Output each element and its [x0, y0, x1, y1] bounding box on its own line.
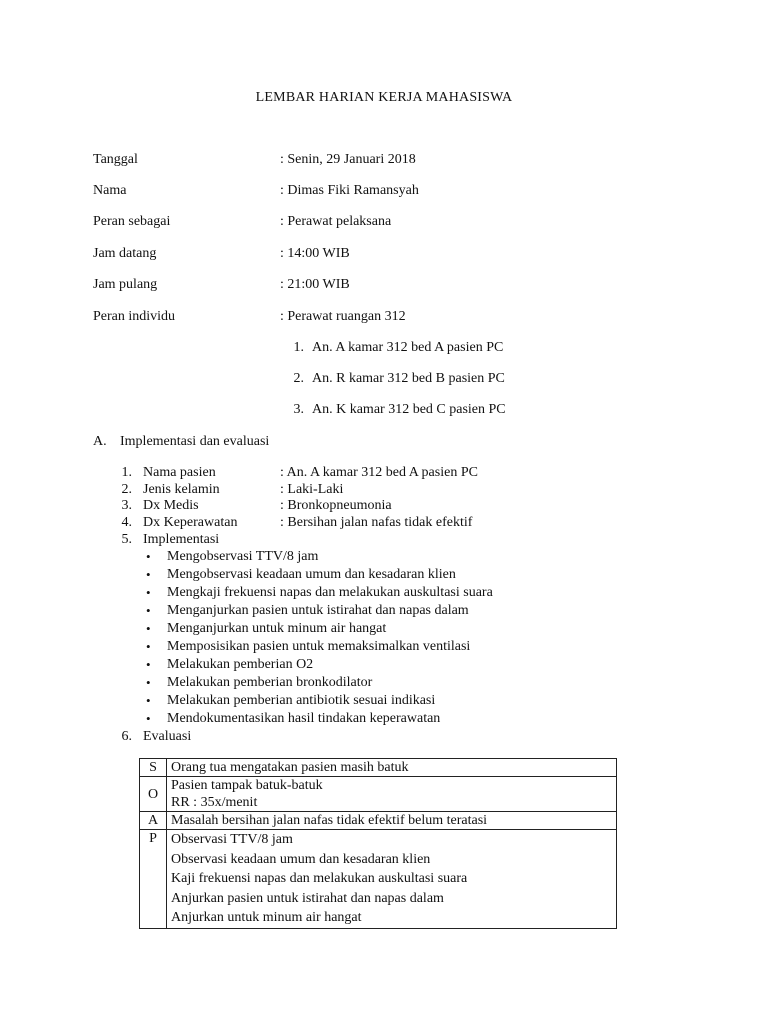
- implementasi-item: Melakukan pemberian bronkodilator: [167, 675, 373, 690]
- patient-item: An. A kamar 312 bed A pasien PC: [312, 340, 504, 355]
- soap-key: P: [140, 830, 167, 929]
- detail-number: 3.: [121, 498, 132, 513]
- evaluasi-number: 6.: [121, 729, 132, 744]
- soap-cell: [167, 777, 617, 812]
- implementasi-item: Mengobservasi keadaan umum dan kesadaran klien: [167, 567, 456, 582]
- field-value-peran-sebagai: : Perawat pelaksana: [280, 214, 392, 229]
- soap-line: RR : 35x/menit: [171, 795, 258, 810]
- soap-cell: [167, 759, 617, 777]
- soap-key: O: [140, 777, 167, 812]
- implementasi-item: Memposisikan pasien untuk memaksimalkan ventilasi: [167, 639, 471, 654]
- soap-line: Anjurkan untuk minum air hangat: [171, 910, 362, 925]
- detail-value-jenis-kelamin: : Laki-Laki: [280, 482, 344, 497]
- implementasi-number: 5.: [121, 532, 132, 547]
- detail-value-nama-pasien: : An. A kamar 312 bed A pasien PC: [280, 465, 478, 480]
- section-letter: A.: [93, 434, 107, 449]
- soap-key: A: [140, 812, 167, 830]
- detail-label-nama-pasien: Nama pasien: [143, 465, 216, 480]
- implementasi-item: Melakukan pemberian O2: [167, 657, 314, 672]
- soap-line: Anjurkan pasien untuk istirahat dan napas dalam: [171, 890, 444, 906]
- soap-line: Pasien tampak batuk-batuk: [171, 778, 323, 793]
- bullet-icon: •: [146, 549, 151, 564]
- soap-row-s: [140, 759, 617, 777]
- evaluasi-label: Evaluasi: [143, 729, 192, 744]
- soap-row-a: [140, 812, 617, 830]
- implementasi-item: Menganjurkan pasien untuk istirahat dan napas dalam: [167, 603, 469, 618]
- soap-line: Orang tua mengatakan pasien masih batuk: [171, 760, 409, 775]
- soap-line: Kaji frekuensi napas dan melakukan auskultasi suara: [171, 871, 468, 886]
- soap-row-o: [140, 777, 617, 812]
- bullet-icon: •: [146, 711, 151, 726]
- patient-number: 1.: [293, 340, 304, 355]
- soap-line: Observasi TTV/8 jam: [171, 832, 293, 847]
- implementasi-item: Menganjurkan untuk minum air hangat: [167, 621, 387, 636]
- detail-number: 1.: [121, 465, 132, 480]
- bullet-icon: •: [146, 621, 151, 636]
- detail-value-dx-medis: : Bronkopneumonia: [280, 498, 392, 513]
- patient-number: 3.: [293, 402, 304, 417]
- field-value-jam-pulang: : 21:00 WIB: [280, 277, 350, 292]
- bullet-icon: •: [146, 657, 151, 672]
- soap-row-p: [140, 830, 617, 929]
- page-title: LEMBAR HARIAN KERJA MAHASISWA: [255, 90, 513, 105]
- bullet-icon: •: [146, 567, 151, 582]
- detail-number: 2.: [121, 482, 132, 497]
- implementasi-label: Implementasi: [143, 532, 220, 547]
- field-value-jam-datang: : 14:00 WIB: [280, 246, 350, 261]
- soap-cell: [167, 812, 617, 830]
- field-value-tanggal: : Senin, 29 Januari 2018: [280, 152, 416, 167]
- patient-number: 2.: [293, 371, 304, 386]
- soap-key: S: [140, 759, 167, 777]
- implementasi-item: Mengobservasi TTV/8 jam: [167, 549, 319, 564]
- field-value-peran-individu: : Perawat ruangan 312: [280, 309, 406, 324]
- soap-line: Masalah bersihan jalan nafas tidak efektif belum teratasi: [171, 813, 488, 828]
- field-label-peran-sebagai: Peran sebagai: [93, 214, 171, 229]
- bullet-icon: •: [146, 675, 151, 690]
- implementasi-item: Melakukan pemberian antibiotik sesuai indikasi: [167, 693, 436, 708]
- implementasi-item: Mendokumentasikan hasil tindakan keperawatan: [167, 711, 441, 726]
- soap-line: Observasi keadaan umum dan kesadaran klien: [171, 851, 431, 867]
- detail-label-jenis-kelamin: Jenis kelamin: [143, 482, 220, 497]
- bullet-icon: •: [146, 693, 151, 708]
- bullet-icon: •: [146, 639, 151, 654]
- patient-item: An. K kamar 312 bed C pasien PC: [312, 402, 506, 417]
- detail-label-dx-medis: Dx Medis: [143, 498, 199, 513]
- detail-label-dx-keperawatan: Dx Keperawatan: [143, 515, 238, 530]
- patient-item: An. R kamar 312 bed B pasien PC: [312, 371, 505, 386]
- bullet-icon: •: [146, 603, 151, 618]
- bullet-icon: •: [146, 585, 151, 600]
- field-label-peran-individu: Peran individu: [93, 309, 176, 324]
- field-label-nama: Nama: [93, 183, 127, 198]
- field-label-tanggal: Tanggal: [93, 152, 138, 167]
- implementasi-item: Mengkaji frekuensi napas dan melakukan auskultasi suara: [167, 585, 493, 600]
- detail-value-dx-keperawatan: : Bersihan jalan nafas tidak efektif: [280, 515, 473, 530]
- field-label-jam-pulang: Jam pulang: [93, 277, 158, 292]
- section-title: Implementasi dan evaluasi: [120, 434, 270, 449]
- field-label-jam-datang: Jam datang: [93, 246, 157, 261]
- field-value-nama: : Dimas Fiki Ramansyah: [280, 183, 419, 198]
- soap-cell: [167, 830, 617, 929]
- detail-number: 4.: [121, 515, 132, 530]
- soap-table: [139, 758, 617, 929]
